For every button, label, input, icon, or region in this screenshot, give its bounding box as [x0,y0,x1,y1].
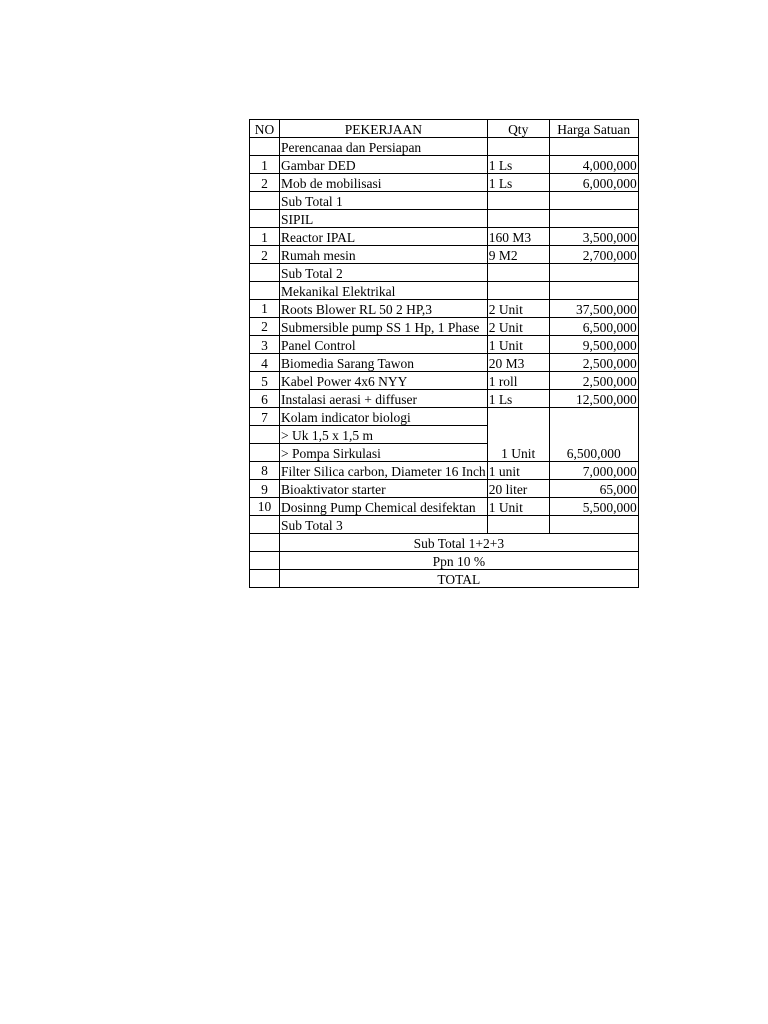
row-harga: 2,500,000 [549,354,638,372]
row-pekerjaan: Rumah mesin [280,246,488,264]
row-no: 1 [250,156,280,174]
subtotal-row [250,192,639,210]
section-title-row [250,138,639,156]
section-title-row [250,282,639,300]
cost-estimate-table [249,119,639,588]
row-no: 10 [250,498,280,516]
row-qty: 1 Ls [487,156,549,174]
summary-row-ppn [250,552,639,570]
row-no: 2 [250,318,280,336]
subtotal-row [250,516,639,534]
row-pekerjaan: Roots Blower RL 50 2 HP,3 [280,300,488,318]
row-qty: 9 M2 [487,246,549,264]
row-no: 5 [250,372,280,390]
section-title: Perencanaa dan Persiapan [280,138,488,156]
row-harga: 2,700,000 [549,246,638,264]
row-harga: 3,500,000 [549,228,638,246]
table-row [250,372,639,390]
row-pekerjaan: Gambar DED [280,156,488,174]
table-row [250,228,639,246]
row-no: 3 [250,336,280,354]
row-harga: 37,500,000 [549,300,638,318]
table-row [250,246,639,264]
row-pekerjaan-detail: > Pompa Sirkulasi [280,444,488,462]
table-row [250,354,639,372]
subtotal-label: Sub Total 2 [280,264,488,282]
table-row [250,300,639,318]
row-harga: 2,500,000 [549,372,638,390]
row-harga: 65,000 [549,480,638,498]
row-no: 2 [250,174,280,192]
row-harga: 5,500,000 [549,498,638,516]
row-pekerjaan: Kolam indicator biologi [280,408,488,426]
section-title-row [250,210,639,228]
table-row [250,174,639,192]
row-pekerjaan: Mob de mobilisasi [280,174,488,192]
row-no: 6 [250,390,280,408]
row-pekerjaan: Panel Control [280,336,488,354]
table-row [250,480,639,498]
row-pekerjaan: Reactor IPAL [280,228,488,246]
row-pekerjaan: Kabel Power 4x6 NYY [280,372,488,390]
row-qty: 160 M3 [487,228,549,246]
header-qty: Qty [487,120,549,138]
total-label: TOTAL [280,570,639,588]
row-qty: 2 Unit [487,318,549,336]
table-row [250,498,639,516]
table-row [250,156,639,174]
row-no: 8 [250,462,280,480]
row-pekerjaan: Filter Silica carbon, Diameter 16 Inch [280,462,488,480]
section-title: Mekanikal Elektrikal [280,282,488,300]
row-pekerjaan: Instalasi aerasi + diffuser [280,390,488,408]
row-harga: 4,000,000 [549,156,638,174]
section-title: SIPIL [280,210,488,228]
row-pekerjaan: Bioaktivator starter [280,480,488,498]
row-qty: 1 Unit [487,498,549,516]
row-no: 1 [250,300,280,318]
header-harga-satuan: Harga Satuan [549,120,638,138]
row-pekerjaan: Biomedia Sarang Tawon [280,354,488,372]
row-pekerjaan-detail: > Uk 1,5 x 1,5 m [280,426,488,444]
row-harga: 7,000,000 [549,462,638,480]
subtotal-label: Sub Total 3 [280,516,488,534]
row-no: 7 [250,408,280,426]
row-qty: 1 Ls [487,390,549,408]
summary-row-subtotal [250,534,639,552]
row-harga: 12,500,000 [549,390,638,408]
row-qty: 20 M3 [487,354,549,372]
row-no: 1 [250,228,280,246]
subtotal-row [250,264,639,282]
row-no: 9 [250,480,280,498]
summary-row-total [250,570,639,588]
row-qty: 2 Unit [487,300,549,318]
row-pekerjaan: Submersible pump SS 1 Hp, 1 Phase [280,318,488,336]
row-qty: 1 Unit [487,336,549,354]
row-harga: 6,500,000 [549,318,638,336]
row-qty: 1 Unit [487,408,549,462]
table-row [250,390,639,408]
subtotal-all-label: Sub Total 1+2+3 [280,534,639,552]
row-qty: 1 roll [487,372,549,390]
header-row [250,120,639,138]
row-harga: 9,500,000 [549,336,638,354]
row-harga: 6,000,000 [549,174,638,192]
ppn-label: Ppn 10 % [280,552,639,570]
subtotal-label: Sub Total 1 [280,192,488,210]
table-row [250,462,639,480]
row-qty: 1 Ls [487,174,549,192]
row-no: 4 [250,354,280,372]
row-qty: 1 unit [487,462,549,480]
header-no: NO [250,120,280,138]
table-row [250,318,639,336]
table-row [250,408,639,426]
row-qty: 20 liter [487,480,549,498]
row-no: 2 [250,246,280,264]
row-harga: 6,500,000 [549,408,638,462]
table-row [250,336,639,354]
header-pekerjaan: PEKERJAAN [280,120,488,138]
row-pekerjaan: Dosinng Pump Chemical desifektan [280,498,488,516]
